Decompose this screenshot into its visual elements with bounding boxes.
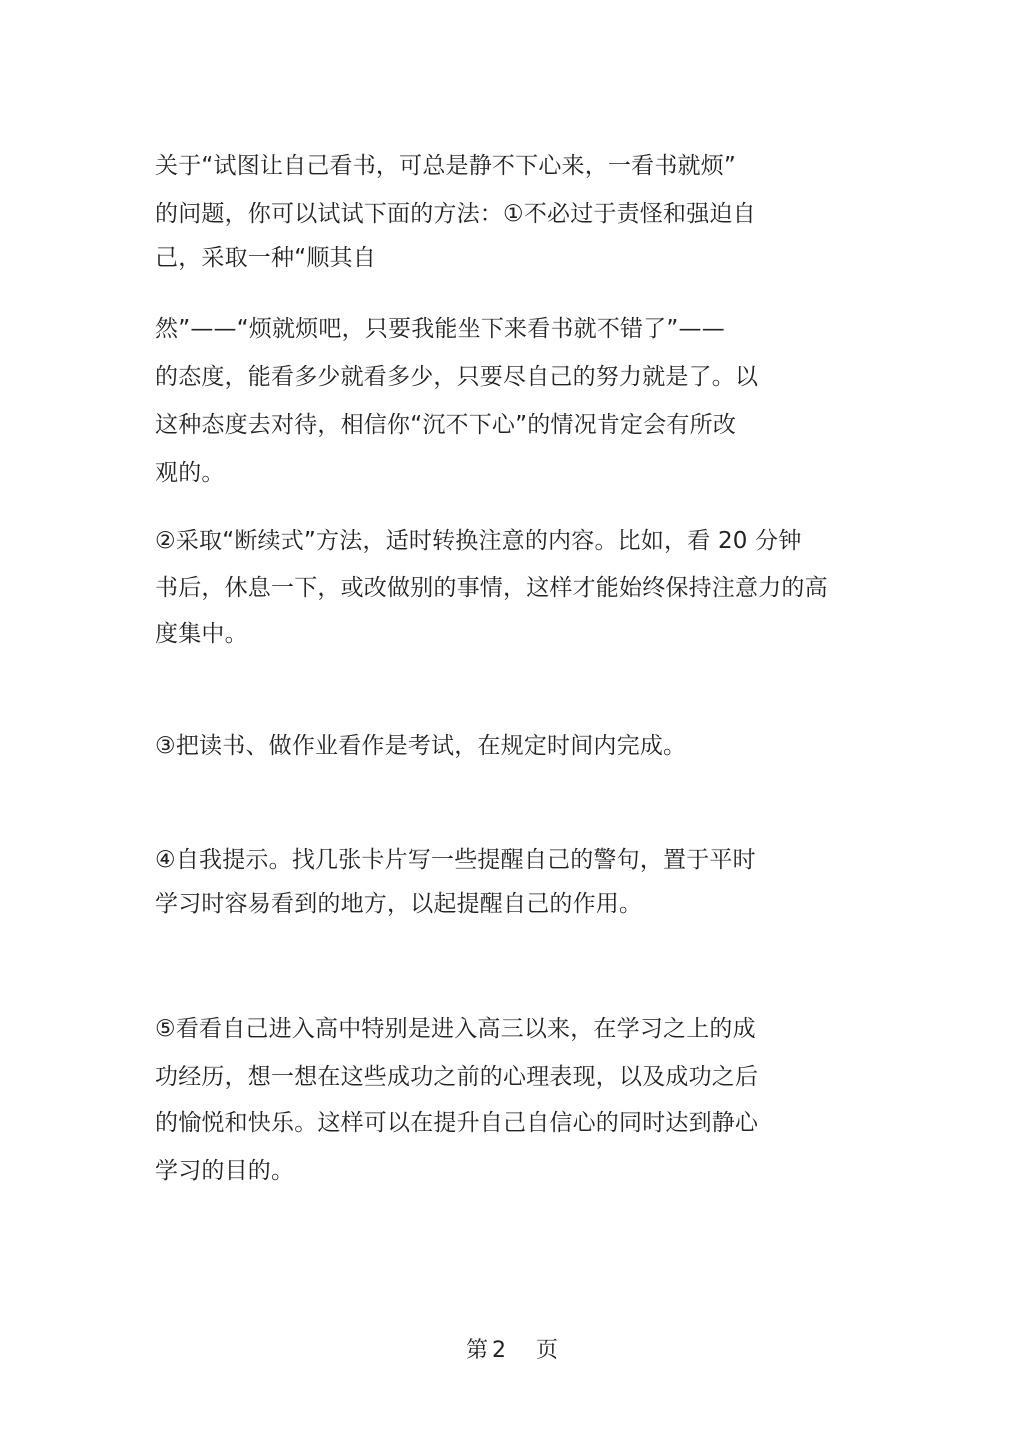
page-number: 2 <box>492 1338 506 1363</box>
paragraph-1-line-1: 关于“试图让自己看书，可总是静不下心来，一看书就烦” <box>155 153 737 179</box>
paragraph-5-line-1: ④自我提示。找几张卡片写一些提醒自己的警句，置于平时 <box>155 847 756 873</box>
paragraph-4-line-1: ③把读书、做作业看作是考试，在规定时间内完成。 <box>155 733 687 759</box>
paragraph-2-line-4: 观的。 <box>155 460 225 486</box>
paragraph-2-line-3: 这种态度去对待，相信你“沉不下心”的情况肯定会有所改 <box>155 412 737 438</box>
paragraph-1-line-3: 己，采取一种“顺其自 <box>155 245 376 271</box>
paragraph-6-line-2: 功经历，想一想在这些成功之前的心理表现，以及成功之后 <box>155 1064 759 1090</box>
page-label-prefix: 第 <box>465 1338 488 1363</box>
paragraph-3-line-2: 书后，休息一下，或改做别的事情，这样才能始终保持注意力的高 <box>155 575 828 601</box>
paragraph-6-line-3: 的愉悦和快乐。这样可以在提升自己自信心的同时达到静心 <box>155 1110 759 1136</box>
page-footer <box>0 1336 1024 1366</box>
paragraph-2-line-1: 然”——“烦就烦吧，只要我能坐下来看书就不错了”—— <box>155 316 725 342</box>
paragraph-2-line-2: 的态度，能看多少就看多少，只要尽自己的努力就是了。以 <box>155 364 759 390</box>
paragraph-3-line-1: ②采取“断续式”方法，适时转换注意的内容。比如，看 20 分钟 <box>155 528 802 554</box>
paragraph-3-line-3: 度集中。 <box>155 621 248 647</box>
page-label-suffix: 页 <box>536 1338 559 1363</box>
paragraph-1-line-2: 的问题，你可以试试下面的方法：①不必过于责怪和强迫自 <box>155 201 756 227</box>
paragraph-6-line-4: 学习的目的。 <box>155 1158 295 1184</box>
paragraph-5-line-2: 学习时容易看到的地方，以起提醒自己的作用。 <box>155 891 643 917</box>
paragraph-6-line-1: ⑤看看自己进入高中特别是进入高三以来，在学习之上的成 <box>155 1016 756 1042</box>
